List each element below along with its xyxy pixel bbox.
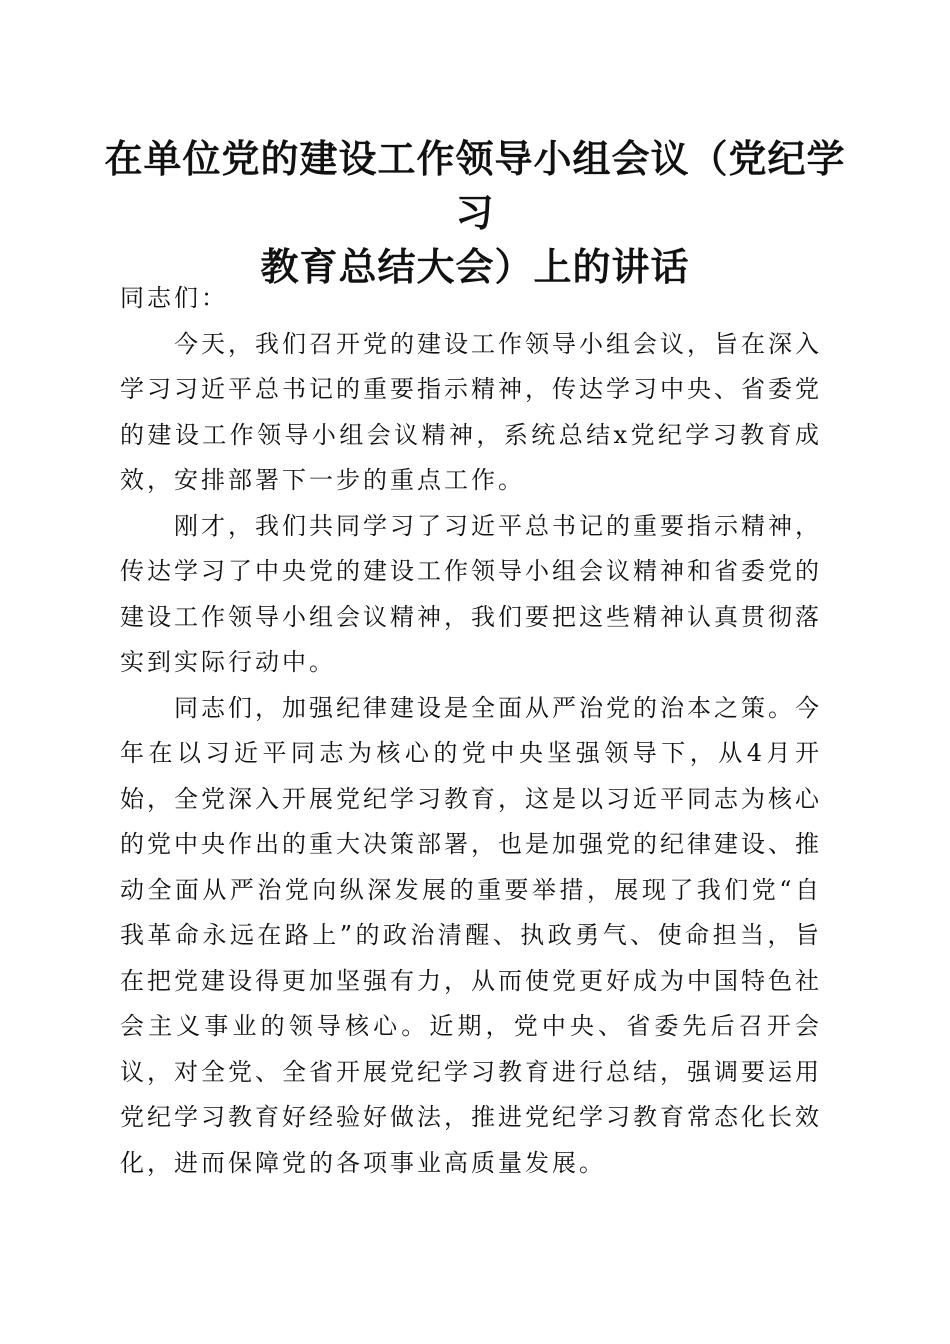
title-line-2: 教育总结大会）上的讲话 — [260, 244, 690, 289]
paragraph-1: 今天，我们召开党的建设工作领导小组会议，旨在深入学习习近平总书记的重要指示精神，传达学习中央、省委党的建设工作领导小组会议精神，系统总结x党纪学习教育成效，安排部署下一步的重点工作。 — [120, 329, 822, 494]
paragraph-3: 同志们，加强纪律建设是全面从严治党的治本之策。今年在以习近平同志为核心的党中央坚强领导下，从4月开始，全党深入开展党纪学习教育，这是以习近平同志为核心的党中央作出的重大决策部署，也是加强党的纪律建设、推动全面从严治党向纵深发展的重要举措，展现了我们党“自我革命永远在路上”的政治清醒、执政勇气、使命担当，旨在把党建设得更加坚强有力，从而使党更好成为中国特色社会主义事业的领导核心。近期，党中央、省委先后召开会议，对全党、全省开展党纪学习教育进行总结，强调要运用党纪学习教育好经验好做法，推进党纪学习教育常态化长效化，进而保障党的各项事业高质量发展。 — [120, 693, 822, 1177]
paragraph-2: 刚才，我们共同学习了习近平总书记的重要指示精神，传达学习了中央党的建设工作领导小组会议精神和省委党的建设工作领导小组会议精神，我们要把这些精神认真贯彻落实到实际行动中。 — [120, 511, 822, 676]
document-title — [100, 132, 850, 294]
salutation: 同志们： — [120, 284, 228, 312]
title-line-1: 在单位党的建设工作领导小组会议（党纪学习 — [104, 136, 846, 235]
document-body — [120, 276, 822, 1186]
